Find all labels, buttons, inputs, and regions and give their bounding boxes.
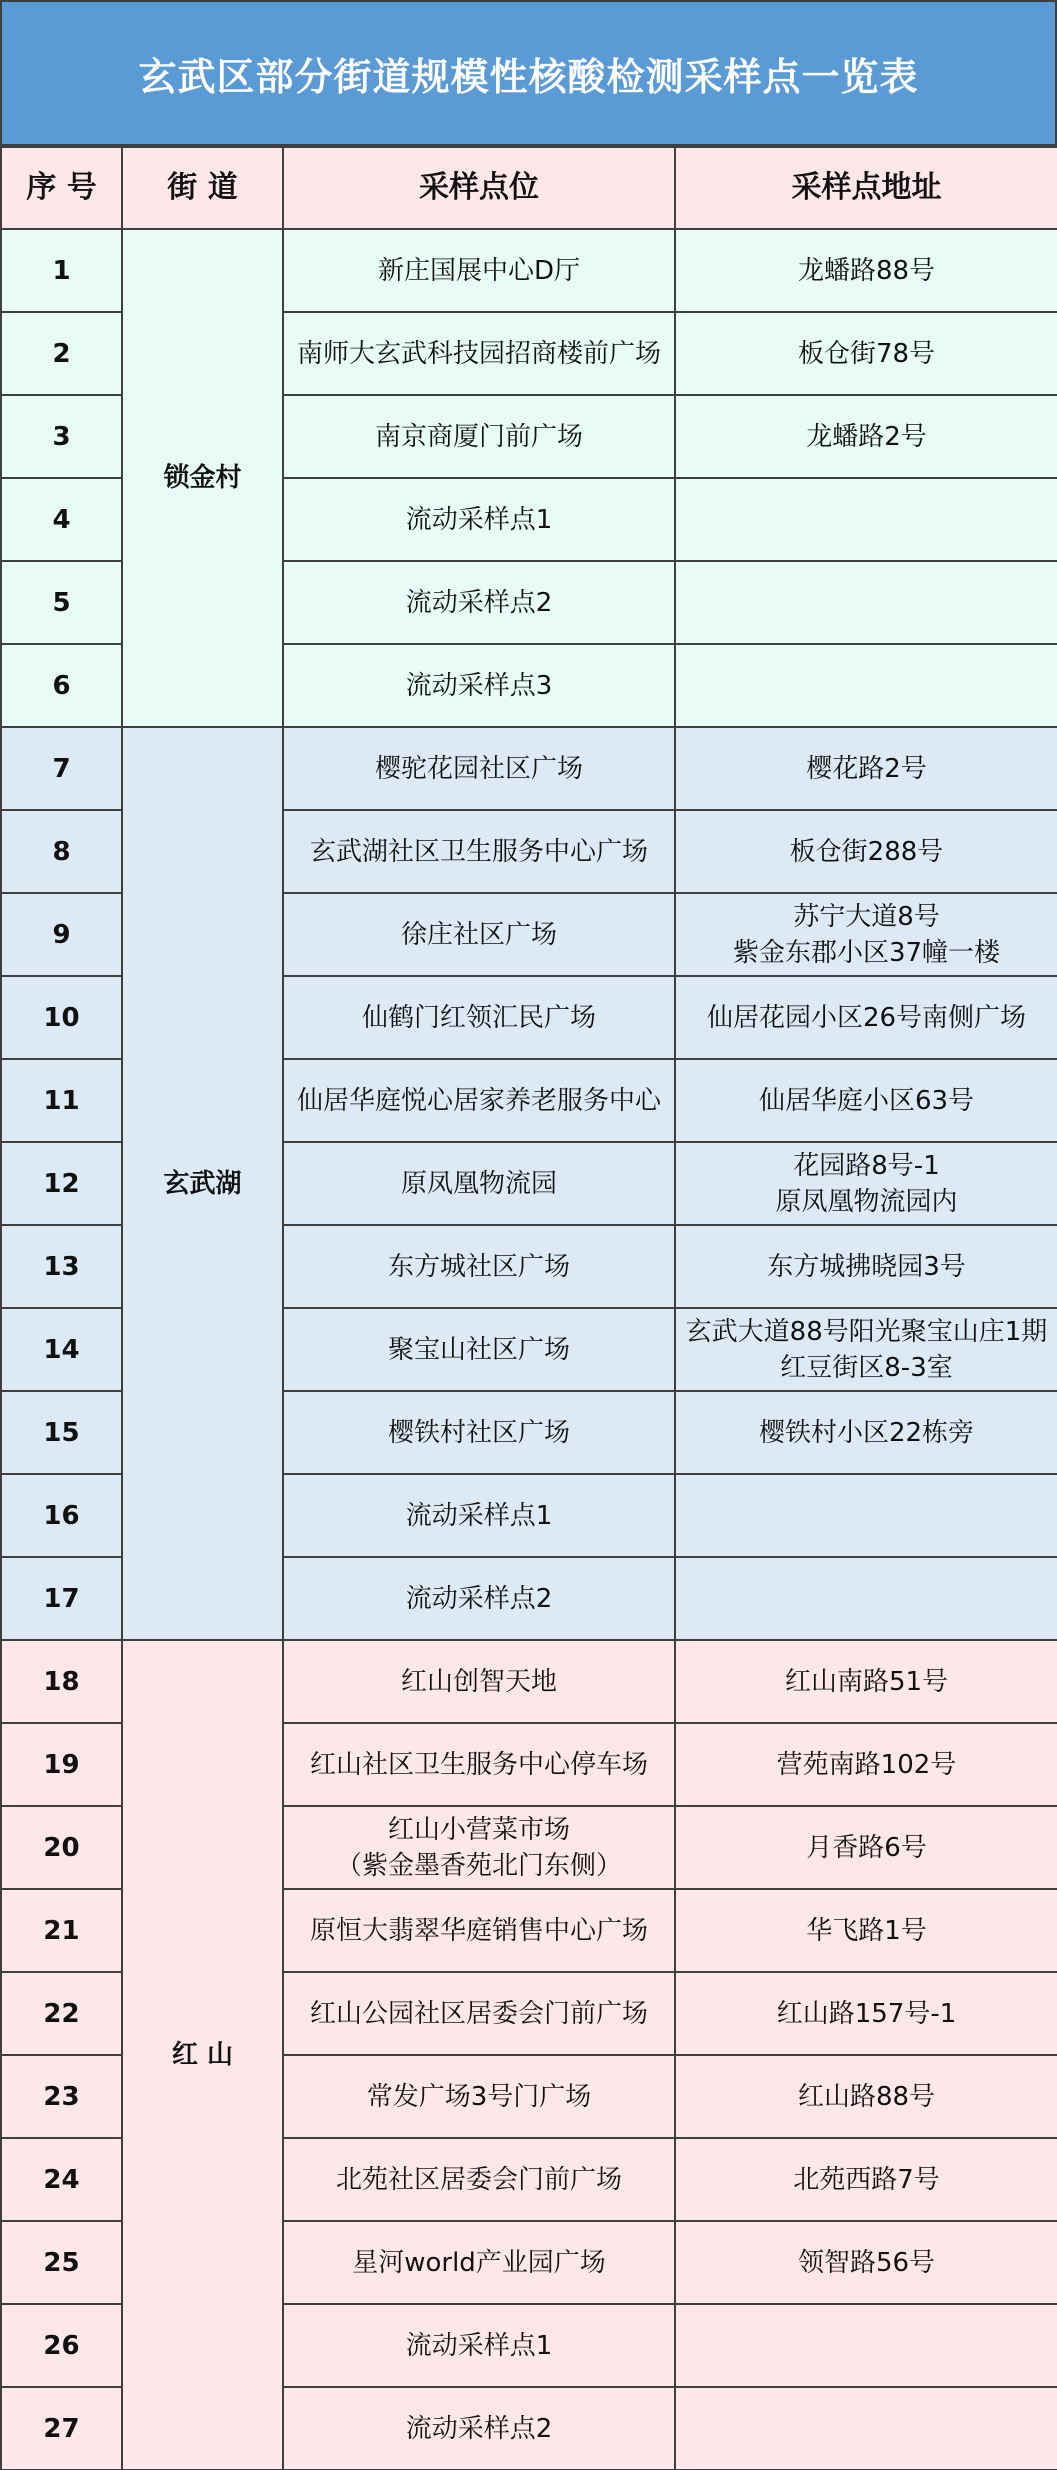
table-row: [1, 727, 1057, 810]
sampling-address-line: 龙蟠路88号: [797, 255, 936, 286]
sampling-address: [675, 2055, 1057, 2138]
row-seq: 24: [1, 2138, 122, 2221]
row-seq: 16: [1, 1474, 122, 1557]
row-seq: 22: [1, 1972, 122, 2055]
sampling-address-line: 龙蟠路2号: [806, 421, 927, 452]
sampling-site: [283, 1391, 675, 1474]
sampling-address: [675, 478, 1057, 561]
sampling-sites-table: [0, 146, 1057, 2470]
sampling-address: [675, 1640, 1057, 1723]
sampling-site-line: 红山创智天地: [400, 1666, 557, 1697]
sampling-site: [283, 1474, 675, 1557]
sampling-site-line: 流动采样点3: [405, 670, 553, 701]
sampling-site: [283, 2221, 675, 2304]
sampling-site-line: 东方城社区广场: [387, 1251, 570, 1282]
street-name: 玄武湖: [122, 727, 283, 1640]
sampling-address: [675, 395, 1057, 478]
sampling-site: [283, 1308, 675, 1391]
sampling-site-line: 樱铁村社区广场: [387, 1417, 570, 1448]
row-seq: 20: [1, 1806, 122, 1889]
header-seq: 序 号: [1, 147, 122, 229]
sampling-site-line: 流动采样点2: [405, 587, 553, 618]
row-seq: 5: [1, 561, 122, 644]
title-bar: [0, 0, 1057, 146]
sampling-address-line: 领智路56号: [797, 2247, 936, 2278]
sampling-address: [675, 1059, 1057, 1142]
sampling-address: [675, 727, 1057, 810]
sampling-site: [283, 1225, 675, 1308]
sampling-address: [675, 1806, 1057, 1889]
row-seq: 3: [1, 395, 122, 478]
sampling-address-line: 板仓街78号: [797, 338, 936, 369]
row-seq: 7: [1, 727, 122, 810]
sampling-address-line: 红山路157号-1: [776, 1998, 957, 2029]
sampling-site: [283, 976, 675, 1059]
sampling-site-line: 新庄国展中心D厅: [377, 255, 581, 286]
header-street: 街 道: [122, 147, 283, 229]
sampling-address: [675, 561, 1057, 644]
sampling-address-line: 玄武大道88号阳光聚宝山庄1期: [685, 1316, 1048, 1347]
row-seq: 23: [1, 2055, 122, 2138]
sampling-address-line: 紫金东郡小区37幢一楼: [732, 937, 1001, 968]
street-name: 锁金村: [122, 229, 283, 727]
row-seq: 17: [1, 1557, 122, 1640]
sampling-address-line: 苏宁大道8号: [793, 901, 940, 932]
sampling-site-line: 南师大玄武科技园招商楼前广场: [296, 338, 661, 369]
sampling-site-line: 聚宝山社区广场: [387, 1334, 570, 1365]
sampling-address: [675, 1723, 1057, 1806]
row-seq: 18: [1, 1640, 122, 1723]
sampling-address: [675, 229, 1057, 312]
sampling-site-line: 樱驼花园社区广场: [374, 753, 583, 784]
sampling-site: [283, 395, 675, 478]
row-seq: 6: [1, 644, 122, 727]
table-row: [1, 1640, 1057, 1723]
row-seq: 25: [1, 2221, 122, 2304]
sampling-site-line: 流动采样点2: [405, 2413, 553, 2444]
header-address: 采样点地址: [675, 147, 1057, 229]
sampling-site-line: 红山公园社区居委会门前广场: [309, 1998, 648, 2029]
sampling-address-line: 板仓街288号: [789, 836, 944, 867]
sampling-address-line: 花园路8号-1: [793, 1150, 940, 1181]
sampling-site-line: 星河world产业园广场: [352, 2247, 606, 2278]
row-seq: 15: [1, 1391, 122, 1474]
sampling-site: [283, 312, 675, 395]
row-seq: 14: [1, 1308, 122, 1391]
sampling-site-line: 徐庄社区广场: [400, 919, 557, 950]
sampling-site-line: （紫金墨香苑北门东侧）: [335, 1850, 622, 1881]
sampling-site: [283, 1142, 675, 1225]
sampling-address: [675, 2221, 1057, 2304]
sampling-site-line: 流动采样点2: [405, 1583, 553, 1614]
sampling-site: [283, 727, 675, 810]
street-name: 红 山: [122, 1640, 283, 2470]
row-seq: 13: [1, 1225, 122, 1308]
sampling-site: [283, 1059, 675, 1142]
sampling-address: [675, 2138, 1057, 2221]
header-row: [1, 147, 1057, 229]
table-body: [1, 229, 1057, 2470]
row-seq: 1: [1, 229, 122, 312]
sampling-address: [675, 976, 1057, 1059]
header-site: 采样点位: [283, 147, 675, 229]
sampling-site-line: 流动采样点1: [405, 504, 553, 535]
sampling-site: [283, 1557, 675, 1640]
sampling-site: [283, 1972, 675, 2055]
row-seq: 4: [1, 478, 122, 561]
sampling-site-line: 仙居华庭悦心居家养老服务中心: [296, 1085, 661, 1116]
row-seq: 8: [1, 810, 122, 893]
sampling-site: [283, 229, 675, 312]
sampling-site-line: 红山社区卫生服务中心停车场: [309, 1749, 648, 1780]
sampling-address-line: 华飞路1号: [806, 1915, 927, 1946]
sampling-site: [283, 1723, 675, 1806]
row-seq: 10: [1, 976, 122, 1059]
sampling-site-line: 北苑社区居委会门前广场: [335, 2164, 622, 2195]
row-seq: 11: [1, 1059, 122, 1142]
sampling-site-line: 南京商厦门前广场: [374, 421, 583, 452]
page-title: 玄武区部分街道规模性核酸检测采样点一览表: [138, 54, 919, 99]
sampling-site-line: 流动采样点1: [405, 1500, 553, 1531]
sampling-address-line: 樱花路2号: [806, 753, 927, 784]
sampling-address: [675, 1557, 1057, 1640]
sampling-site: [283, 893, 675, 976]
row-seq: 9: [1, 893, 122, 976]
sampling-address-line: 红山路88号: [797, 2081, 936, 2112]
sampling-site: [283, 810, 675, 893]
sampling-address: [675, 312, 1057, 395]
sampling-site: [283, 2138, 675, 2221]
sampling-site-line: 仙鹤门红领汇民广场: [361, 1002, 596, 1033]
sampling-address: [675, 810, 1057, 893]
sampling-address: [675, 1308, 1057, 1391]
sampling-address-line: 红山南路51号: [784, 1666, 949, 1697]
row-seq: 2: [1, 312, 122, 395]
sampling-site-line: 流动采样点1: [405, 2330, 553, 2361]
sampling-address: [675, 1225, 1057, 1308]
sampling-address-line: 仙居华庭小区63号: [758, 1085, 975, 1116]
sampling-site-line: 玄武湖社区卫生服务中心广场: [309, 836, 648, 867]
sampling-address: [675, 1889, 1057, 1972]
sampling-site: [283, 2304, 675, 2387]
sampling-address-line: 樱铁村小区22栋旁: [758, 1417, 975, 1448]
sampling-address: [675, 2387, 1057, 2470]
sampling-address: [675, 2304, 1057, 2387]
sampling-address-line: 营苑南路102号: [776, 1749, 957, 1780]
sampling-site: [283, 2055, 675, 2138]
sampling-site: [283, 2387, 675, 2470]
sampling-address-line: 原凤凰物流园内: [775, 1186, 958, 1217]
sampling-site: [283, 1806, 675, 1889]
sampling-site: [283, 1640, 675, 1723]
sampling-site-line: 常发广场3号门广场: [366, 2081, 592, 2112]
sampling-site-line: 红山小营菜市场: [387, 1814, 570, 1845]
sampling-address-line: 红豆街区8-3室: [780, 1352, 953, 1383]
row-seq: 19: [1, 1723, 122, 1806]
sampling-address-line: 东方城拂晓园3号: [767, 1251, 966, 1282]
sampling-site-line: 原恒大翡翠华庭销售中心广场: [309, 1915, 648, 1946]
sampling-site: [283, 1889, 675, 1972]
row-seq: 27: [1, 2387, 122, 2470]
sampling-address: [675, 893, 1057, 976]
sampling-site: [283, 644, 675, 727]
sampling-site: [283, 561, 675, 644]
sampling-address: [675, 1142, 1057, 1225]
sampling-address: [675, 1474, 1057, 1557]
sampling-address: [675, 1972, 1057, 2055]
row-seq: 26: [1, 2304, 122, 2387]
row-seq: 21: [1, 1889, 122, 1972]
sampling-site: [283, 478, 675, 561]
sampling-address: [675, 644, 1057, 727]
sampling-address-line: 仙居花园小区26号南侧广场: [706, 1002, 1027, 1033]
sampling-address: [675, 1391, 1057, 1474]
row-seq: 12: [1, 1142, 122, 1225]
sampling-address-line: 北苑西路7号: [793, 2164, 940, 2195]
table-row: [1, 229, 1057, 312]
sampling-address-line: 月香路6号: [806, 1832, 927, 1863]
sampling-site-line: 原凤凰物流园: [400, 1168, 557, 1199]
